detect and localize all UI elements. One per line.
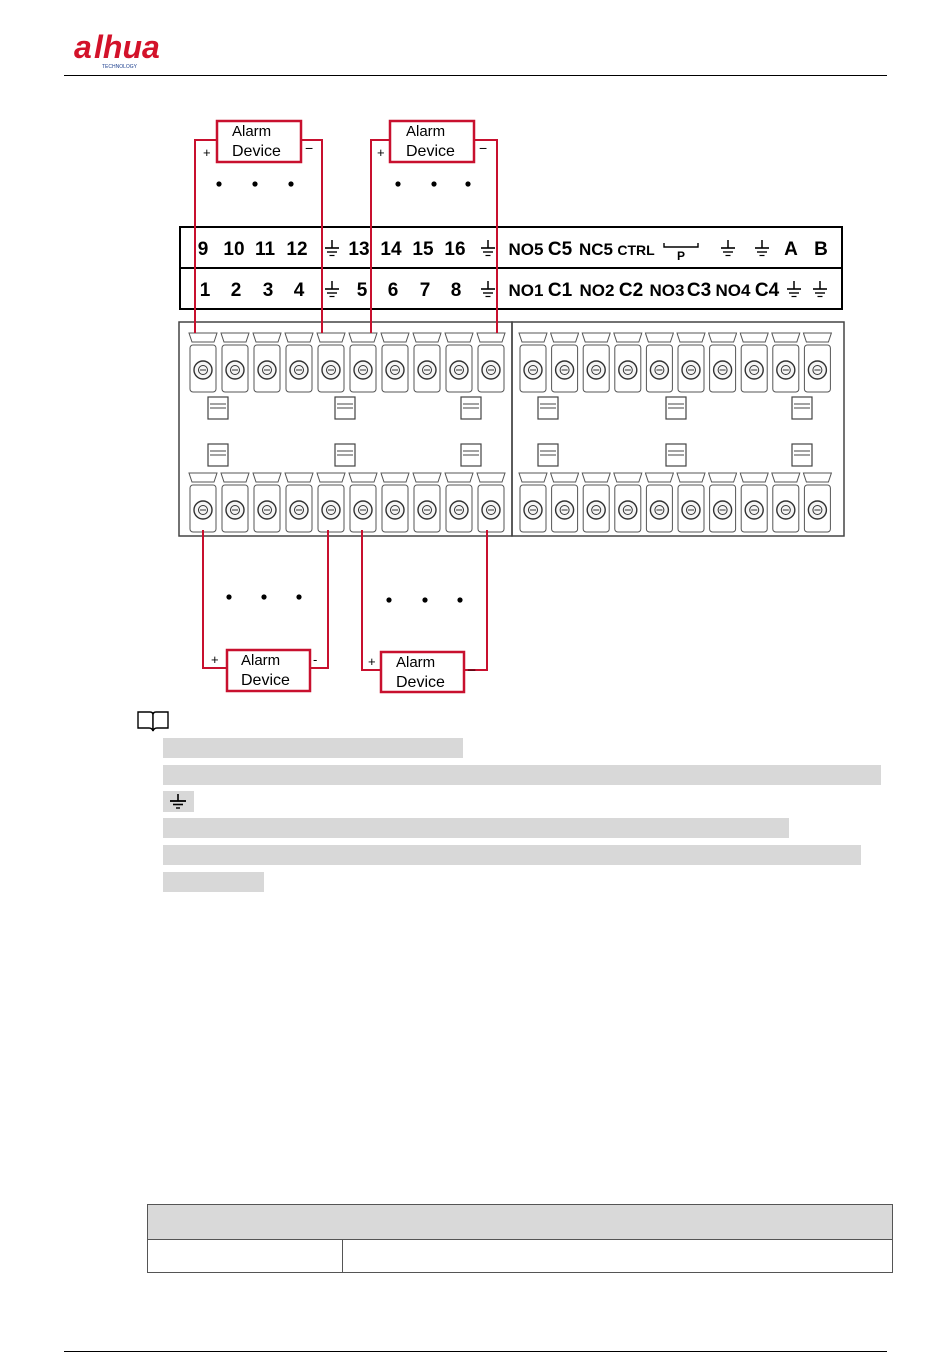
terminal-label: 11	[254, 239, 276, 260]
table-cell	[148, 1240, 343, 1273]
device-label-line2: Device	[232, 143, 281, 160]
device-label-line1: Alarm	[241, 652, 281, 669]
alarm-device-top-left	[203, 121, 313, 162]
logo-sub: TECHNOLOGY	[102, 64, 138, 70]
alarm-device-bottom-right	[368, 652, 476, 692]
footer-rule	[64, 1351, 887, 1352]
device-label-line2: Device	[396, 674, 445, 691]
device-label-line1: Alarm	[396, 654, 436, 671]
plus-sign: +	[368, 654, 376, 669]
terminal-label: 9	[197, 239, 209, 260]
terminal-block	[179, 322, 844, 536]
terminal-label: NO1	[508, 281, 544, 300]
alarm-device-bottom-left	[211, 650, 317, 691]
terminal-label: 16	[444, 239, 466, 260]
terminal-label: 5	[356, 280, 368, 301]
terminal-label: A	[784, 239, 798, 260]
lower-terminal-labels	[200, 280, 827, 301]
terminal-label: C1	[547, 280, 573, 301]
table-row	[148, 1240, 893, 1273]
note-line-4	[163, 845, 861, 865]
terminal-label: C4	[754, 280, 780, 301]
minus-sign: −	[305, 140, 314, 156]
plus-sign: +	[203, 145, 211, 160]
terminal-label: NC5	[578, 240, 614, 259]
note-line-3	[163, 818, 789, 838]
book-note-icon	[136, 709, 170, 738]
device-label-line2: Device	[406, 143, 455, 160]
terminal-label: 10	[223, 239, 245, 260]
terminal-label: 13	[348, 239, 370, 260]
terminal-label: 1	[199, 280, 211, 301]
note-line-2	[163, 765, 881, 785]
alarm-device-top-right	[377, 121, 487, 162]
terminal-label: CTRL	[617, 242, 655, 258]
terminal-label: NO3	[649, 281, 685, 300]
note-line-5	[163, 872, 264, 892]
svg-text:P: P	[676, 249, 686, 263]
terminal-label: 7	[419, 280, 431, 301]
table-header-cell	[148, 1205, 893, 1240]
logo-wordmark: a	[74, 30, 92, 65]
note-line-1	[163, 738, 463, 758]
minus-sign: −	[479, 140, 488, 156]
device-label-line2: Device	[241, 672, 290, 689]
logo-wordmark-rest: lhua	[94, 30, 160, 65]
terminal-label: 15	[412, 239, 434, 260]
minus-sign: _	[468, 656, 476, 671]
terminal-label: C2	[618, 280, 644, 301]
minus-sign: -	[313, 652, 318, 667]
parameter-table	[147, 1204, 893, 1273]
terminal-label: 14	[380, 239, 402, 260]
plus-sign: +	[377, 145, 385, 160]
terminal-label: C5	[547, 239, 573, 260]
device-label-line1: Alarm	[406, 123, 446, 140]
table-cell	[343, 1240, 893, 1273]
device-label-line1: Alarm	[232, 123, 272, 140]
terminal-label: B	[814, 239, 828, 260]
terminal-label: 8	[450, 280, 462, 301]
plus-sign: +	[211, 652, 219, 667]
ground-icon	[163, 791, 194, 812]
terminal-label: 2	[230, 280, 242, 301]
terminal-label: 3	[262, 280, 274, 301]
terminal-label: NO2	[579, 281, 615, 300]
terminal-label: NO4	[715, 281, 751, 300]
terminal-label: C3	[686, 280, 712, 301]
terminal-label: 12	[286, 239, 308, 260]
table-header-row	[148, 1205, 893, 1240]
terminal-label: 4	[293, 280, 305, 301]
terminal-label: 6	[387, 280, 399, 301]
terminal-label: NO5	[508, 240, 544, 259]
